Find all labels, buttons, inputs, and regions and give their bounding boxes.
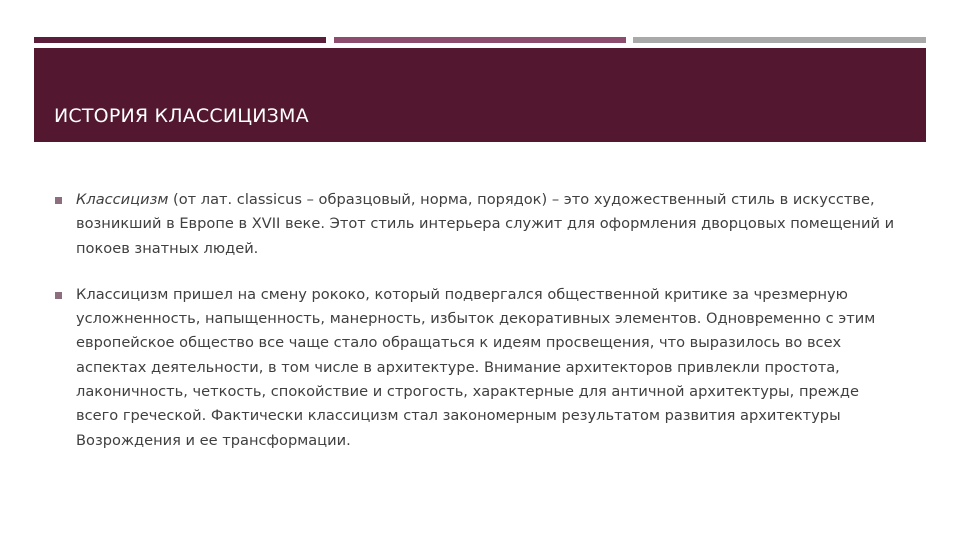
- accent-bar-mid: [334, 37, 626, 43]
- bullet-item: [52, 283, 902, 453]
- bullet-item: [52, 188, 902, 261]
- slide-title: ИСТОРИЯ КЛАССИЦИЗМА: [54, 105, 309, 127]
- square-bullet-icon: [55, 292, 62, 299]
- bullet-text: (от лат. classicus – образцовый, норма, порядок) – это художественный стиль в искусстве, возникший в Европе в XVII веке. Этот стиль интерьера служит для оформления дворцовых помещений и покоев знатных людей.: [76, 191, 895, 257]
- bullet-term: Классицизм: [76, 191, 169, 208]
- bullet-text: Классицизм пришел на смену рококо, который подвергался общественной критике за чрезмерную усложненность, напыщенность, манерность, избыток декоративных элементов. Одновременно с этим европейское общество все чаще стало обращаться к идеям просвещения, что выразилось во всех аспектах деятельности, в том числе в архитектуре. Внимание архитекторов привлекли простота, лаконичность, четкость, спокойствие и строгость, характерные для античной архитектуры, прежде всего греческой. Фактически классицизм стал закономерным результатом развития архитектуры Возрождения и ее трансформации.: [76, 285, 876, 449]
- title-banner: [34, 48, 926, 142]
- accent-bar-gray: [633, 37, 926, 43]
- slide-body: [52, 188, 902, 475]
- square-bullet-icon: [55, 197, 62, 204]
- accent-bar-dark: [34, 37, 326, 43]
